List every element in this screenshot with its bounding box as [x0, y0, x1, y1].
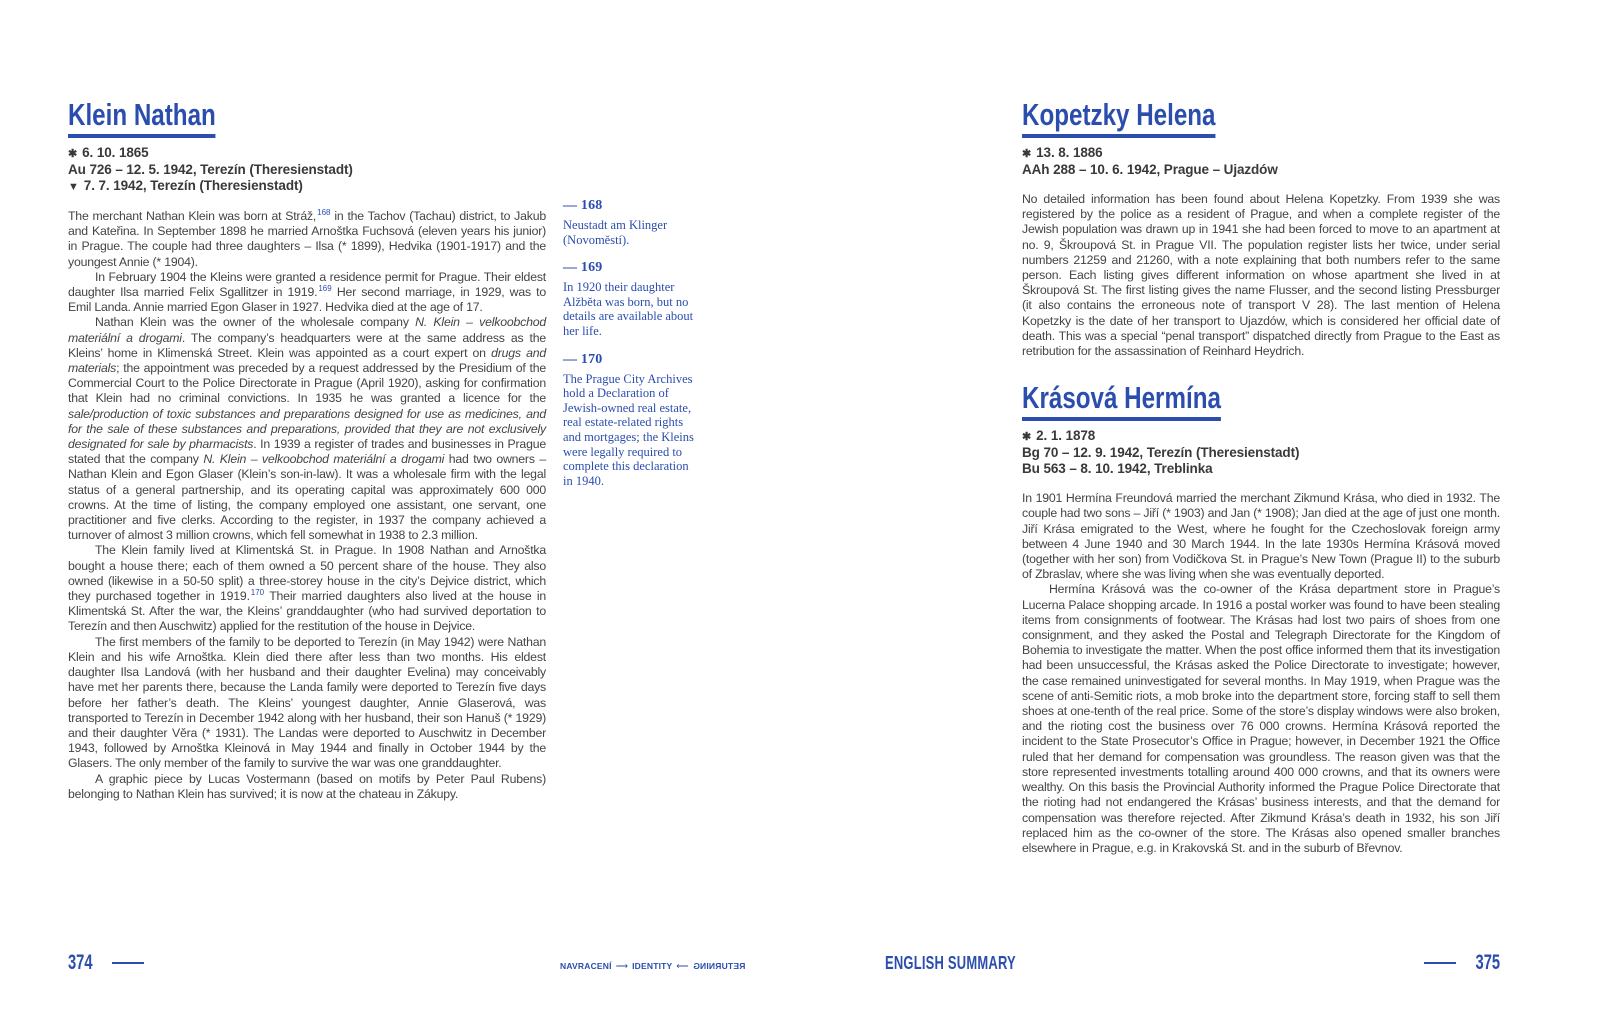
vital-line — [68, 178, 546, 195]
vital-text: AAh 288 – 10. 6. 1942, Prague – Ujazdów — [1022, 162, 1278, 177]
vital-line — [1022, 445, 1500, 461]
vital-line — [1022, 162, 1500, 178]
footnote-number: — 170 — [563, 351, 603, 367]
vital-text: 2. 1. 1878 — [1036, 428, 1096, 444]
left-page-column — [68, 96, 546, 802]
vital-text: Bg 70 – 12. 9. 1942, Terezín (Theresienstadt) — [1022, 445, 1300, 461]
footnote-number: — 168 — [563, 198, 603, 213]
entry-paragraph: A graphic piece by Lucas Vostermann (based on motifs by Peter Paul Rubens) belonging to Nathan Klein has survived; it is now at the chateau in Zákupy. — [68, 771, 546, 801]
entry-title-text: Klein Nathan — [68, 99, 216, 138]
entry-krasova — [1022, 379, 1500, 856]
footnote-169 — [563, 260, 695, 338]
footnote-text: The Prague City Archives hold a Declaration of Jewish-owned real estate, real estate-related rights and mortgages; the Kleins were legally required to complete this declaration in 1940. — [563, 371, 694, 488]
entry-paragraph: In 1901 Hermína Freundová married the merchant Zikmund Krása, who died in 1932. The couple had two sons – Jiří (* 1903) and Jan (* 1908); Jan died at the age of just one month. Jiří Krása emigrated to the West, where he fought for the Czechoslovak foreign army between 4 June 1940 and 30 March 1944. In the late 1930s Hermína Krásová moved (together with her son) from Vodičkova St. in Prague’s New Town (Prague II) to the suburb of Zbraslav, where she was living when she was eventually deported. — [1022, 491, 1500, 582]
vital-line — [1022, 428, 1500, 445]
footnote-170 — [563, 352, 695, 489]
death-icon: ▼ — [68, 181, 79, 193]
entry-body — [1022, 491, 1500, 856]
entry-body — [68, 209, 546, 802]
vitals-block — [1022, 145, 1500, 178]
vital-line — [68, 162, 546, 178]
entry-kopetzky — [1022, 96, 1500, 359]
spine-title — [560, 961, 745, 971]
spine-word-identity: IDENTITY — [632, 961, 673, 971]
footnote-number: — 169 — [563, 260, 603, 276]
entry-paragraph: The first members of the family to be deported to Terezín (in May 1942) were Nathan Klein and his wife Arnoštka. Klein died there after less than two months. His eldest daughter Ilsa Landová (with her husband and their daughter Evelina) may conceivably have met her parents there, because the Landa family were deported to Terezín five days before her father’s death. The Kleins’ youngest daughter, Annie Glaserová, was transported to Terezín in December 1942 along with her husband, their son Hanuš (* 1929) and their daughter Věra (* 1931). The Landas were deported to Auschwitz in December 1943, followed by Arnoštka Kleinová in May 1944 and finally in October 1944 by the Glasers. The only member of the family to survive the war was one granddaughter. — [68, 634, 546, 771]
spine-word-navraceni: NAVRACENÍ — [560, 961, 612, 971]
page-number-left — [68, 952, 144, 974]
entry-paragraph: The Klein family lived at Klimentská St. in Prague. In 1908 Nathan and Arnoštka bought a house there; each of them owned a 50 percent share of the house. They also owned (likewise in a 50-50 split) a three-storey house in the city’s Dejvice district, which they purchased together in 1919.$^{170}$ Their married daughters also lived at the house in Klimentská St. After the war, the Kleins’ granddaughter (who had survived deportation to Terezín and then Auschwitz) applied for the restitution of the house in Dejvice. — [68, 543, 546, 634]
entry-title-krasova — [1022, 379, 1500, 418]
spine-word-returning-mirrored: RETURNING — [692, 961, 746, 971]
vital-text: 6. 10. 1865 — [82, 145, 149, 160]
entry-paragraph: Nathan Klein was the owner of the wholesale company N. Klein – velkoobchod materiální a drogami. The company’s headquarters were at the same address as the Kleins’ home in Klimenská Street. Klein was appointed as a court expert on drugs and materials; the appointment was preceded by a request addressed by the Presidium of the Commercial Court to the Police Directorate in Prague (April 1920), asking for confirmation that Klein had no criminal convictions. In 1935 he was granted a licence for the sale/production of toxic substances and preparations designed for use as medicines, and for the sale of these substances and preparations, provided that they are not exclusively designated for sale by pharmacists. In 1939 a register of trades and businesses in Prague stated that the company N. Klein – velkoobchod materiální a drogami had two owners – Nathan Klein and Egon Glaser (Klein’s son-in-law). It was a wholesale firm with the legal status of a general partnership, and its operating capital was approximately 600 000 crowns. At the time of listing, the company employed one assistant, one servant, one practitioner and five clerks. According to the register, in 1937 the company achieved a turnover of almost 3 million crowns, which fell somewhat in 1938 to 2.3 million. — [68, 315, 546, 543]
vital-line — [68, 145, 546, 162]
arrow-left-icon: ⟵ — [676, 961, 689, 971]
footnote-text: Neustadt am Klinger (Novoměstí). — [563, 218, 668, 247]
running-head — [885, 954, 1067, 974]
vital-text: Bu 563 – 8. 10. 1942, Treblinka — [1022, 461, 1213, 477]
vitals-block — [68, 145, 546, 195]
right-page-column — [1022, 96, 1500, 856]
birth-icon: ✱ — [68, 148, 78, 160]
footnotes-column — [563, 198, 695, 501]
entry-title-text: Krásová Hermína — [1022, 382, 1221, 421]
page-rule — [1424, 962, 1456, 965]
entry-title-text: Kopetzky Helena — [1022, 99, 1216, 138]
entry-paragraph: No detailed information has been found about Helena Kopetzky. From 1939 she was registered by the police as a resident of Prague, and when a complete register of the Jewish population was drawn up in 1941 she had been forced to move to an apartment at no. 9, Škroupová St. in Prague VII. The population register lists her twice, under serial numbers 21259 and 21260, with a note explaining that both numbers refer to the same person. Each listing gives different information on whose apartment she lived in at Škroupová St. The first listing gives the name Flusser, and the second listing Pressburger (it also contains the erroneous note of transport V 28). The last mention of Helena Kopetzky is the date of her transport to Ujazdów, which is considered her official date of death. This was a special “penal transport” dispatched directly from Prague to the East as retribution for the assassination of Reinhard Heydrich. — [1022, 192, 1500, 359]
birth-icon: ✱ — [1022, 148, 1032, 160]
page-number-right-value: 375 — [1475, 951, 1500, 974]
entry-title-klein — [68, 96, 546, 135]
entry-paragraph: The merchant Nathan Klein was born at Stráž,$^{168}$ in the Tachov (Tachau) district, to Jakub and Kateřina. In September 1898 he married Arnoštka Fuchsová (eleven years his junior) in Prague. The couple had three daughters – Ilsa (* 1899), Hedvika (1901-1917) and the youngest Annie (* 1904). — [68, 208, 546, 269]
entry-paragraph: Hermína Krásová was the co-owner of the Krása department store in Prague’s Lucerna Palace shopping arcade. In 1916 a postal worker was found to have been stealing items from consignments of footwear. The Krásas had lost two pairs of shoes from one consignment, and they asked the Postal and Telegraph Directorate for the Kingdom of Bohemia to investigate the matter. When the post office informed them that its investigation had been unsuccessful, the Krásas asked the Police Directorate to investigate; however, the case remained uninvestigated for several months. In May 1919, when Prague was the scene of anti-Semitic riots, a mob broke into the department store, forcing staff to sell them shoes at one-tenth of the real price. Some of the store’s display windows were also broken, and the rioting cost the business over 76 000 crowns. Hermína Krásová reported the incident to the State Prosecutor’s Office in Prague; however, in December 1921 the Office ruled that her demand for compensation was groundless. The reason given was that the store represented investments totalling around 400 000 crowns, and that its owners were wealthy. On this basis the Provincial Authority informed the Prague Police Directorate that the rioting had not endangered the Krásas’ business interests, and that the demand for compensation was therefore rejected. After Zikmund Krása’s death in 1932, his son Jiří replaced him as the co-owner of the store. The Krásas also opened smaller branches elsewhere in Prague, e.g. in Krakovská St. and in the suburb of Břevnov. — [1022, 582, 1500, 855]
footnote-168 — [563, 198, 695, 247]
vitals-block — [1022, 428, 1500, 477]
vital-text: 13. 8. 1886 — [1036, 145, 1103, 160]
entry-title-kopetzky — [1022, 96, 1500, 135]
birth-icon: ✱ — [1022, 431, 1032, 444]
vital-line — [1022, 461, 1500, 477]
vital-text: Au 726 – 12. 5. 1942, Terezín (Theresienstadt) — [68, 162, 353, 177]
vital-line — [1022, 145, 1500, 162]
page-number-right — [1424, 952, 1500, 974]
page-rule — [112, 962, 144, 965]
page-number-left-value: 374 — [68, 951, 93, 974]
entry-body — [1022, 192, 1500, 359]
footnote-text: In 1920 their daughter Alžběta was born, but no details are available about her life. — [563, 280, 694, 338]
entry-paragraph: In February 1904 the Kleins were granted a residence permit for Prague. Their eldest daughter Ilsa married Felix Sgallitzer in 1919.$^{169}$ Her second marriage, in 1929, was to Emil Landa. Annie married Egon Glaser in 1927. Hedvika died at the age of 17. — [68, 269, 547, 315]
running-head-text: ENGLISH SUMMARY — [885, 953, 1016, 973]
arrow-right-icon: ⟶ — [615, 961, 629, 971]
vital-text: 7. 7. 1942, Terezín (Theresienstadt) — [83, 178, 303, 193]
